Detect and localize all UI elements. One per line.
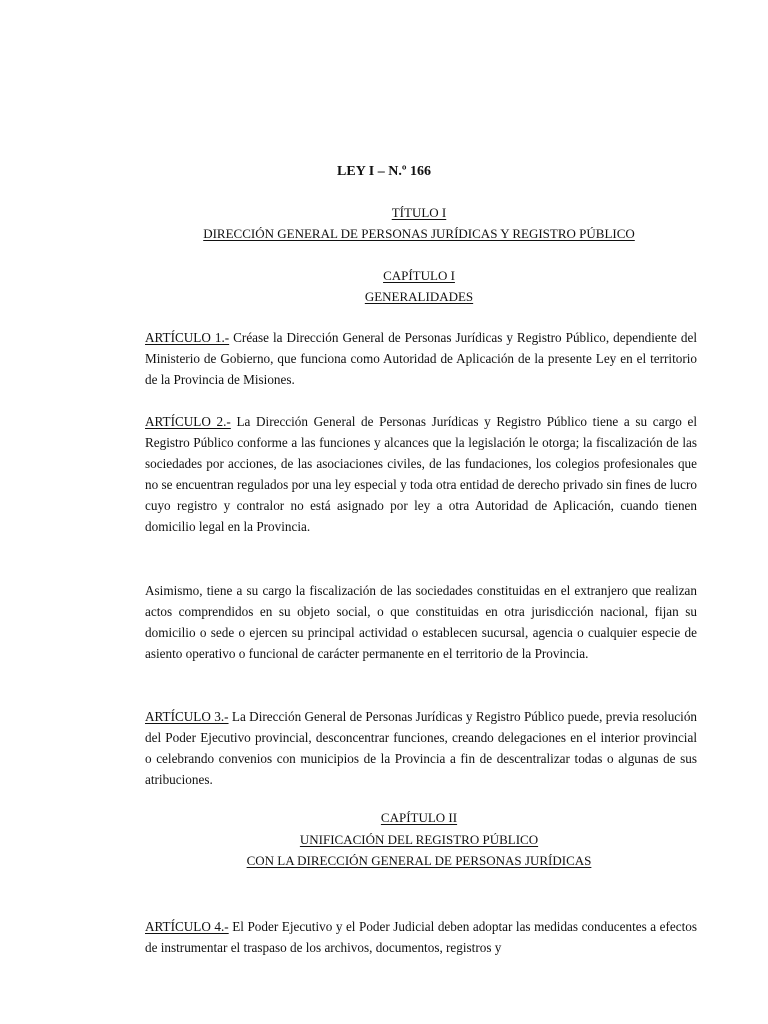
- articulo-1-label: ARTÍCULO 1.-: [145, 330, 230, 345]
- articulo-2-continuation: Asimismo, tiene a su cargo la fiscalización de las sociedades constituidas en el extranjero que realizan actos comprendidos en su objeto social, o que constituidas en otra jurisdicción nacional, fijan su domicilio o sede o ejercen su principal actividad o establecen sucursal, agencia o cualquier especie de asiento operativo o funcional de carácter permanente en el territorio de la Provincia.: [145, 583, 697, 661]
- articulo-3: [145, 706, 697, 790]
- articulo-3-text: La Dirección General de Personas Jurídicas y Registro Público puede, previa resolución del Poder Ejecutivo provincial, desconcentrar funciones, creando delegaciones en el interior provincial o celebrando convenios con municipios de la Provincia a fin de descentralizar todas o algunas de sus atribuciones.: [145, 709, 698, 787]
- articulo-4: [145, 916, 697, 958]
- articulo-2-label: ARTÍCULO 2.-: [145, 414, 231, 429]
- articulo-2-text: La Dirección General de Personas Jurídicas y Registro Público tiene a su cargo el Registro Público conforme a las funciones y alcances que la legislación le otorga; la fiscalización de las sociedades por acciones, de las asociaciones civiles, de las fundaciones, los colegios profesionales que no se encuentran regulados por una ley especial y toda otra entidad de derecho privado sin fines de lucro cuyo registro y contralor no está asignado por ley a otra Autoridad de Aplicación, cuando tienen domicilio legal en la Provincia.: [145, 414, 697, 534]
- capitulo2-number: CAPÍTULO II: [380, 810, 458, 825]
- titulo-number: TÍTULO I: [391, 205, 447, 220]
- articulo-1-text: Créase la Dirección General de Personas Jurídicas y Registro Público, dependiente del Ministerio de Gobierno, que funciona como Autoridad de Aplicación de la presente Ley en el territorio de la Provincia de Misiones.: [145, 330, 697, 387]
- articulo-1: [145, 327, 697, 390]
- capitulo1-number: CAPÍTULO I: [383, 268, 455, 283]
- capitulo2-name-line1: UNIFICACIÓN DEL REGISTRO PÚBLICO: [299, 832, 539, 847]
- capitulo1-name: GENERALIDADES: [364, 289, 474, 304]
- law-title: LEY I – N.º 166: [337, 164, 431, 179]
- articulo-4-label: ARTÍCULO 4.-: [145, 919, 229, 934]
- articulo-3-label: ARTÍCULO 3.-: [145, 709, 229, 724]
- articulo-4-text: El Poder Ejecutivo y el Poder Judicial deben adoptar las medidas conducentes a efectos de instrumentar el traspaso de los archivos, documentos, registros y: [145, 919, 697, 955]
- titulo-name: DIRECCIÓN GENERAL DE PERSONAS JURÍDICAS Y REGISTRO PÚBLICO: [203, 226, 635, 241]
- articulo-2: [145, 411, 697, 537]
- capitulo2-name-line2: CON LA DIRECCIÓN GENERAL DE PERSONAS JURÍDICAS: [246, 853, 592, 868]
